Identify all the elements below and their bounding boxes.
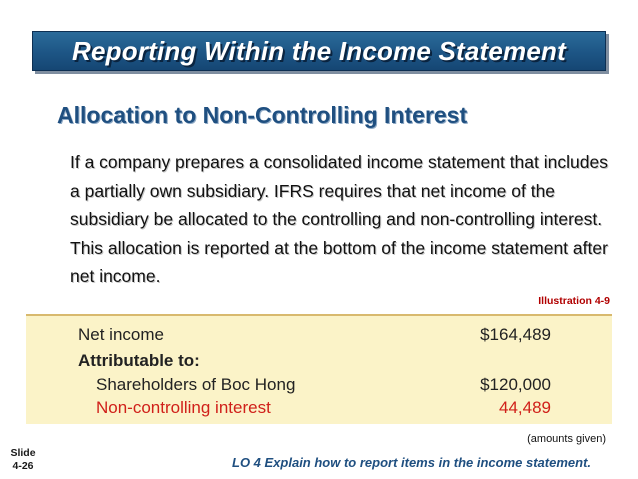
row-value: $164,489: [480, 325, 551, 344]
learning-objective: LO 4 Explain how to report items in the income statement.: [232, 455, 592, 470]
table-row-non-controlling: [26, 398, 612, 422]
slide-word: Slide: [10, 447, 36, 459]
body-paragraph: If a company prepares a consolidated income statement that includes a partially own subsidiary. IFRS requires that net income of the subsidiary be allocated to the controlling and non-controlling interest. This allocation is reported at the bottom of the income statement after net income.: [70, 152, 608, 286]
table-row-attributable: [26, 351, 612, 375]
income-statement-table: [26, 314, 612, 424]
table-row-net-income: [26, 325, 612, 349]
row-label: Net income: [78, 325, 164, 344]
row-label: Shareholders of Boc Hong: [96, 375, 296, 394]
row-value: 44,489: [499, 398, 551, 417]
row-label: Non-controlling interest: [96, 398, 271, 417]
illustration-label: Illustration 4-9: [538, 295, 610, 307]
title-banner: [32, 31, 606, 71]
table-row-shareholders: [26, 375, 612, 399]
row-label: Attributable to:: [78, 351, 200, 370]
row-value: $120,000: [480, 375, 551, 394]
amounts-note: (amounts given): [527, 433, 606, 445]
slide-subtitle: Allocation to Non-Controlling Interest: [57, 102, 468, 128]
slide-title: Reporting Within the Income Statement: [72, 36, 566, 66]
slide-number: 4-26: [12, 460, 34, 472]
slide-number-label: [8, 447, 38, 473]
